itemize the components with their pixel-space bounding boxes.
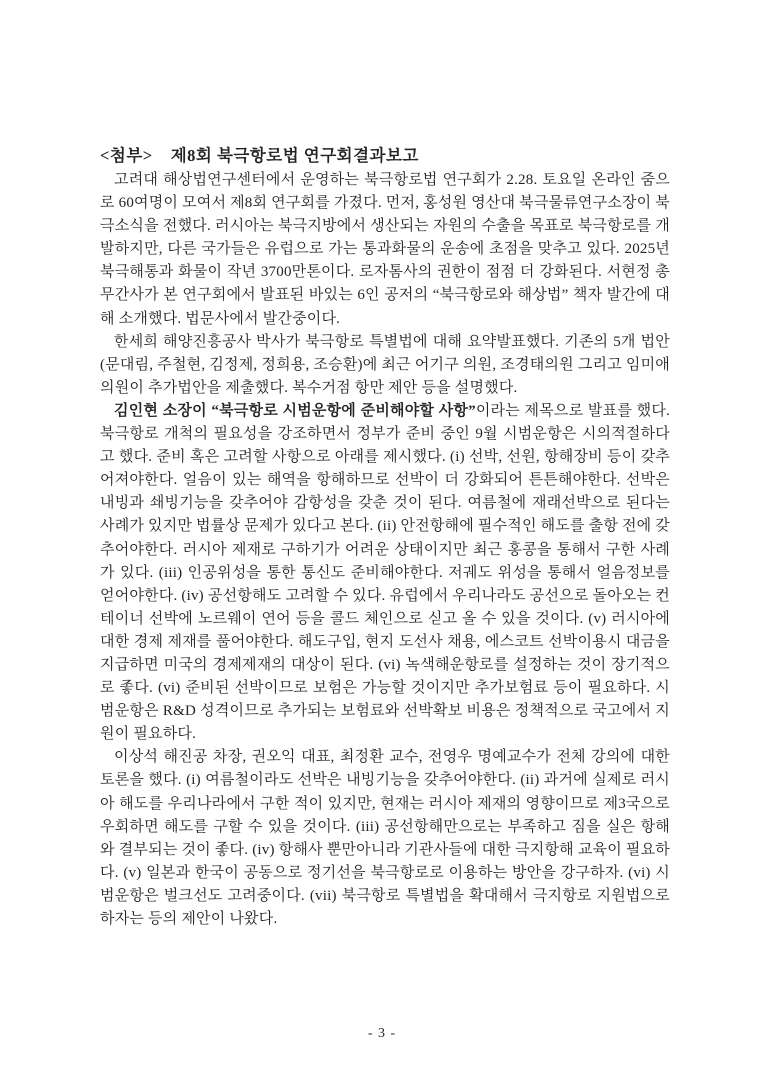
attachment-label: <첨부> <box>100 146 153 165</box>
paragraph-bold-lead: 김인현 소장이 “북극항로 시범운항에 준비해야할 사항” <box>114 402 476 419</box>
paragraph-panel-discussion: 이상석 해진공 차장, 권오익 대표, 최정환 교수, 전영우 명예교수가 전체 강의에 대한 토론을 했다. (i) 여름철이라도 선박은 내빙기능을 갖추어야한다. (ii) 과거에 실제로 러시아 해도를 우리나라에서 구한 적이 있지만, 현재는 러시아 제재의 영향이므로 제3국으로 우회하면 해도를 구할 수 있을 것이다. (iii) 공선항해만으로는 부족하고 짐을 실은 항해와 결부되는 것이 좋다. (iv) 항해사 뿐만아니라 기관사들에 대한 극지항해 교육이 필요하다. (v) 일본과 한국이 공동으로 정기선을 북극항로로 이용하는 방안을 강구하자. (vi) 시범운항은 벌크선도 고려중이다. (vii) 북극항로 특별법을 확대해서 극지항로 지원법으로 하자는 등의 제안이 나왔다. <box>100 749 670 927</box>
paragraph-presentation-body: 이라는 제목으로 발표를 했다. 북극항로 개척의 필요성을 강조하면서 정부가 준비 중인 9월 시범운항은 시의적절하다고 했다. 준비 혹은 고려할 사항으로 아래를 제시했다. (i) 선박, 선원, 항해장비 등이 갖추어져야한다. 얼음이 있는 해역을 항해하므로 선박이 더 강화되어 튼튼해야한다. 선박은 내빙과 쇄빙기능을 갖추어야 감항성을 갖춘 것이 된다. 여름철에 재래선박으로 된다는 사례가 있지만 법률상 문제가 있다고 본다. (ii) 안전항해에 필수적인 해도를 출항 전에 갖추어야한다. 러시아 제재로 구하기가 어려운 상태이지만 최근 홍콩을 통해서 구한 사례가 있다. (iii) 인공위성을 통한 통신도 준비해야한다. 저궤도 위성을 통해서 얼음정보를 얻어야한다. (iv) 공선항해도 고려할 수 있다. 유럽에서 우리나라도 공선으로 돌아오는 컨테이너 선박에 노르웨이 연어 등을 콜드 체인으로 싣고 올 수 있을 것이다. (v) 러시아에 대한 경제 제재를 풀어야한다. 해도구입, 현지 도선사 채용, 에스코트 선박이용시 대금을 지급하면 미국의 경제제재의 대상이 된다. (vi) 녹색해운항로를 설정하는 것이 장기적으로 좋다. (vi) 준비된 선박이므로 보험은 가능할 것이지만 추가보험료 등이 필요하다. 시범운항은 R&D 성격이므로 추가되는 보험료와 선박확보 비용은 정책적으로 국고에서 지원이 필요하다. <box>100 402 670 743</box>
paragraph-meeting-intro: 고려대 해상법연구센터에서 운영하는 북극항로법 연구회가 2.28. 토요일 온라인 줌으로 60여명이 모여서 제8회 연구회를 가졌다. 먼저, 홍성원 영산대 북극물류연구소장이 북극소식을 전했다. 러시아는 북극지방에서 생산되는 자원의 수출을 목표로 북극항로를 개발하지만, 다른 국가들은 유럽으로 가는 통과화물의 운송에 초점을 맞추고 있다. 2025년 북극해통과 화물이 작년 3700만톤이다. 로자톰사의 권한이 점점 더 강화된다. 서현정 총무간사가 본 연구회에서 발표된 바있는 6인 공저의 “북극항로와 해상법” 책자 발간에 대해 소개했다. 법문사에서 발간중이다. <box>100 172 670 327</box>
document-content <box>100 144 670 931</box>
page-title: 제8회 북극항로법 연구회결과보고 <box>170 146 419 165</box>
document-title-line <box>100 144 670 167</box>
page-number: - 3 - <box>367 1026 397 1041</box>
paragraph-kim-inhyeon-presentation <box>100 400 670 746</box>
paragraph-special-law-summary: 한세희 해양진흥공사 박사가 북극항로 특별법에 대해 요약발표했다. 기존의 5개 법안(문대림, 주철현, 김정제, 정희용, 조승환)에 최근 어기구 의원, 조경태의원 그리고 임미애 의원이 추가법안을 제출했다. 복수거점 항만 제안 등을 설명했다. <box>100 333 670 396</box>
